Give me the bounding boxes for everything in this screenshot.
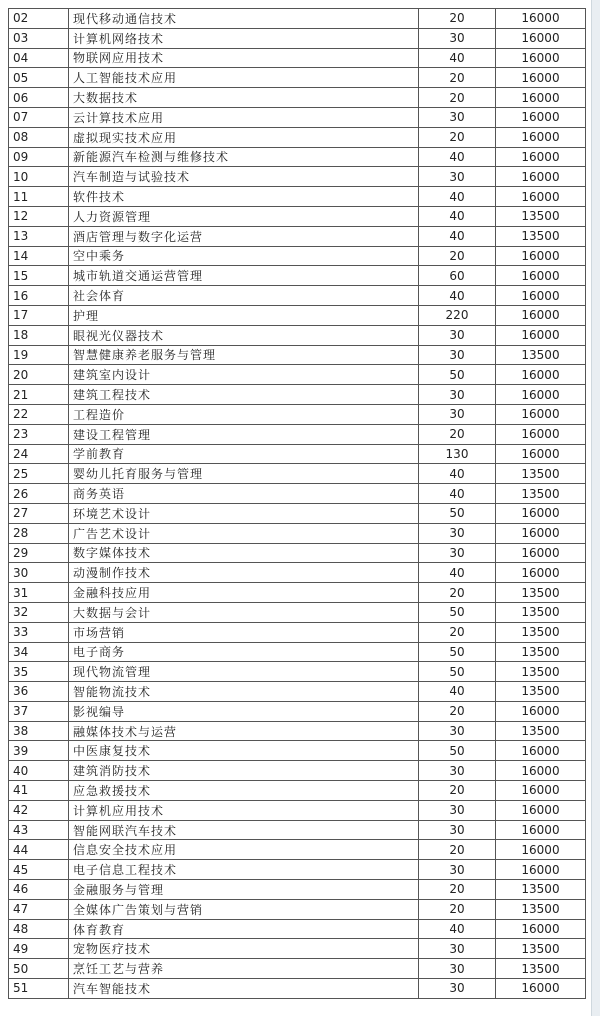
major-code-cell: 51 <box>9 979 69 999</box>
major-name-cell: 婴幼儿托育服务与管理 <box>69 464 419 484</box>
major-code-cell: 08 <box>9 127 69 147</box>
major-name-cell: 现代物流管理 <box>69 662 419 682</box>
table-row <box>9 484 586 504</box>
plan-count-cell: 40 <box>419 286 496 306</box>
major-name-cell: 建筑工程技术 <box>69 385 419 405</box>
tuition-fee-cell: 16000 <box>496 424 586 444</box>
table-row <box>9 246 586 266</box>
major-name-cell: 汽车智能技术 <box>69 979 419 999</box>
tuition-fee-cell: 16000 <box>496 88 586 108</box>
plan-count-cell: 60 <box>419 266 496 286</box>
tuition-fee-cell: 16000 <box>496 325 586 345</box>
plan-count-cell: 30 <box>419 800 496 820</box>
tuition-fee-cell: 16000 <box>496 286 586 306</box>
tuition-fee-cell: 16000 <box>496 979 586 999</box>
table-row <box>9 583 586 603</box>
major-code-cell: 02 <box>9 9 69 29</box>
table-row <box>9 959 586 979</box>
major-code-cell: 29 <box>9 543 69 563</box>
table-row <box>9 464 586 484</box>
major-code-cell: 30 <box>9 563 69 583</box>
table-row <box>9 721 586 741</box>
major-name-cell: 眼视光仪器技术 <box>69 325 419 345</box>
major-name-cell: 汽车制造与试验技术 <box>69 167 419 187</box>
tuition-fee-cell: 16000 <box>496 68 586 88</box>
plan-count-cell: 30 <box>419 979 496 999</box>
plan-count-cell: 30 <box>419 543 496 563</box>
tuition-fee-cell: 13500 <box>496 682 586 702</box>
major-code-cell: 16 <box>9 286 69 306</box>
tuition-fee-cell: 13500 <box>496 464 586 484</box>
major-name-cell: 工程造价 <box>69 404 419 424</box>
major-name-cell: 软件技术 <box>69 187 419 207</box>
table-row <box>9 167 586 187</box>
table-row <box>9 523 586 543</box>
major-code-cell: 12 <box>9 206 69 226</box>
major-code-cell: 50 <box>9 959 69 979</box>
major-code-cell: 38 <box>9 721 69 741</box>
tuition-fee-cell: 16000 <box>496 701 586 721</box>
table-row <box>9 563 586 583</box>
major-code-cell: 17 <box>9 305 69 325</box>
major-code-cell: 31 <box>9 583 69 603</box>
table-row <box>9 325 586 345</box>
plan-count-cell: 30 <box>419 820 496 840</box>
table-row <box>9 860 586 880</box>
major-code-cell: 41 <box>9 781 69 801</box>
major-name-cell: 金融科技应用 <box>69 583 419 603</box>
major-name-cell: 大数据与会计 <box>69 602 419 622</box>
plan-count-cell: 20 <box>419 424 496 444</box>
major-name-cell: 现代移动通信技术 <box>69 9 419 29</box>
major-code-cell: 14 <box>9 246 69 266</box>
tuition-fee-cell: 16000 <box>496 543 586 563</box>
plan-count-cell: 40 <box>419 226 496 246</box>
plan-count-cell: 30 <box>419 167 496 187</box>
table-row <box>9 9 586 29</box>
plan-count-cell: 20 <box>419 880 496 900</box>
major-name-cell: 护理 <box>69 305 419 325</box>
major-code-cell: 03 <box>9 28 69 48</box>
plan-count-cell: 30 <box>419 345 496 365</box>
tuition-fee-cell: 16000 <box>496 444 586 464</box>
major-code-cell: 47 <box>9 899 69 919</box>
plan-count-cell: 20 <box>419 9 496 29</box>
tuition-fee-cell: 16000 <box>496 9 586 29</box>
major-code-cell: 43 <box>9 820 69 840</box>
table-row <box>9 206 586 226</box>
table-row <box>9 68 586 88</box>
major-name-cell: 建设工程管理 <box>69 424 419 444</box>
plan-count-cell: 30 <box>419 404 496 424</box>
tuition-fee-cell: 13500 <box>496 899 586 919</box>
major-code-cell: 46 <box>9 880 69 900</box>
tuition-fee-cell: 16000 <box>496 48 586 68</box>
plan-count-cell: 40 <box>419 563 496 583</box>
major-code-cell: 19 <box>9 345 69 365</box>
major-name-cell: 社会体育 <box>69 286 419 306</box>
plan-count-cell: 20 <box>419 781 496 801</box>
major-name-cell: 电子商务 <box>69 642 419 662</box>
tuition-fee-cell: 13500 <box>496 959 586 979</box>
table-row <box>9 305 586 325</box>
plan-count-cell: 30 <box>419 325 496 345</box>
tuition-fee-cell: 16000 <box>496 761 586 781</box>
table-row <box>9 682 586 702</box>
tuition-fee-cell: 13500 <box>496 206 586 226</box>
major-code-cell: 32 <box>9 602 69 622</box>
major-code-cell: 13 <box>9 226 69 246</box>
major-name-cell: 宠物医疗技术 <box>69 939 419 959</box>
plan-count-cell: 130 <box>419 444 496 464</box>
major-name-cell: 人工智能技术应用 <box>69 68 419 88</box>
plan-count-cell: 40 <box>419 187 496 207</box>
major-name-cell: 应急救援技术 <box>69 781 419 801</box>
major-name-cell: 全媒体广告策划与营销 <box>69 899 419 919</box>
table-row <box>9 741 586 761</box>
plan-count-cell: 40 <box>419 484 496 504</box>
tuition-fee-cell: 16000 <box>496 840 586 860</box>
tuition-fee-cell: 13500 <box>496 602 586 622</box>
tuition-fee-cell: 16000 <box>496 741 586 761</box>
table-row <box>9 820 586 840</box>
major-name-cell: 智慧健康养老服务与管理 <box>69 345 419 365</box>
tuition-fee-cell: 16000 <box>496 800 586 820</box>
major-code-cell: 04 <box>9 48 69 68</box>
major-code-cell: 07 <box>9 107 69 127</box>
major-code-cell: 49 <box>9 939 69 959</box>
table-row <box>9 48 586 68</box>
table-row <box>9 880 586 900</box>
major-name-cell: 云计算技术应用 <box>69 107 419 127</box>
major-code-cell: 35 <box>9 662 69 682</box>
plan-count-cell: 50 <box>419 662 496 682</box>
table-row <box>9 662 586 682</box>
table-row <box>9 404 586 424</box>
table-body <box>9 9 586 999</box>
table-row <box>9 919 586 939</box>
plan-count-cell: 40 <box>419 147 496 167</box>
table-row <box>9 147 586 167</box>
table-row <box>9 761 586 781</box>
major-name-cell: 数字媒体技术 <box>69 543 419 563</box>
table-row <box>9 543 586 563</box>
plan-count-cell: 40 <box>419 464 496 484</box>
tuition-fee-cell: 16000 <box>496 860 586 880</box>
major-name-cell: 智能物流技术 <box>69 682 419 702</box>
major-code-cell: 39 <box>9 741 69 761</box>
plan-count-cell: 40 <box>419 682 496 702</box>
major-code-cell: 26 <box>9 484 69 504</box>
table-row <box>9 286 586 306</box>
tuition-fee-cell: 13500 <box>496 642 586 662</box>
major-code-cell: 21 <box>9 385 69 405</box>
table-row <box>9 88 586 108</box>
table-row <box>9 979 586 999</box>
major-name-cell: 城市轨道交通运营管理 <box>69 266 419 286</box>
major-name-cell: 建筑消防技术 <box>69 761 419 781</box>
plan-count-cell: 30 <box>419 523 496 543</box>
major-code-cell: 22 <box>9 404 69 424</box>
tuition-fee-cell: 16000 <box>496 147 586 167</box>
major-name-cell: 建筑室内设计 <box>69 365 419 385</box>
major-name-cell: 体育教育 <box>69 919 419 939</box>
table-row <box>9 939 586 959</box>
table-row <box>9 701 586 721</box>
major-name-cell: 市场营销 <box>69 622 419 642</box>
table-row <box>9 642 586 662</box>
plan-count-cell: 30 <box>419 860 496 880</box>
tuition-fee-cell: 16000 <box>496 919 586 939</box>
plan-count-cell: 50 <box>419 503 496 523</box>
major-name-cell: 学前教育 <box>69 444 419 464</box>
major-code-cell: 28 <box>9 523 69 543</box>
plan-count-cell: 50 <box>419 602 496 622</box>
tuition-fee-cell: 13500 <box>496 226 586 246</box>
tuition-fee-cell: 16000 <box>496 167 586 187</box>
major-name-cell: 计算机网络技术 <box>69 28 419 48</box>
plan-count-cell: 220 <box>419 305 496 325</box>
tuition-fee-cell: 16000 <box>496 385 586 405</box>
tuition-fee-cell: 13500 <box>496 583 586 603</box>
major-name-cell: 智能网联汽车技术 <box>69 820 419 840</box>
major-name-cell: 大数据技术 <box>69 88 419 108</box>
table-row <box>9 345 586 365</box>
plan-count-cell: 20 <box>419 127 496 147</box>
table-row <box>9 622 586 642</box>
major-name-cell: 新能源汽车检测与维修技术 <box>69 147 419 167</box>
tuition-fee-cell: 16000 <box>496 127 586 147</box>
plan-count-cell: 40 <box>419 48 496 68</box>
major-name-cell: 酒店管理与数字化运营 <box>69 226 419 246</box>
tuition-fee-cell: 16000 <box>496 187 586 207</box>
plan-count-cell: 20 <box>419 701 496 721</box>
major-code-cell: 23 <box>9 424 69 444</box>
major-name-cell: 计算机应用技术 <box>69 800 419 820</box>
tuition-fee-cell: 16000 <box>496 523 586 543</box>
tuition-fee-cell: 16000 <box>496 28 586 48</box>
plan-count-cell: 30 <box>419 721 496 741</box>
major-name-cell: 信息安全技术应用 <box>69 840 419 860</box>
major-code-cell: 45 <box>9 860 69 880</box>
tuition-fee-cell: 13500 <box>496 484 586 504</box>
major-name-cell: 烹饪工艺与营养 <box>69 959 419 979</box>
plan-count-cell: 30 <box>419 959 496 979</box>
tuition-fee-cell: 13500 <box>496 880 586 900</box>
plan-count-cell: 20 <box>419 246 496 266</box>
plan-count-cell: 20 <box>419 68 496 88</box>
major-name-cell: 虚拟现实技术应用 <box>69 127 419 147</box>
major-code-cell: 20 <box>9 365 69 385</box>
tuition-fee-cell: 13500 <box>496 662 586 682</box>
tuition-fee-cell: 13500 <box>496 622 586 642</box>
major-code-cell: 27 <box>9 503 69 523</box>
table-row <box>9 365 586 385</box>
plan-count-cell: 30 <box>419 939 496 959</box>
major-name-cell: 中医康复技术 <box>69 741 419 761</box>
major-name-cell: 动漫制作技术 <box>69 563 419 583</box>
table-row <box>9 187 586 207</box>
major-name-cell: 人力资源管理 <box>69 206 419 226</box>
table-row <box>9 28 586 48</box>
table-row <box>9 226 586 246</box>
plan-count-cell: 50 <box>419 642 496 662</box>
table-row <box>9 840 586 860</box>
table-row <box>9 602 586 622</box>
plan-count-cell: 30 <box>419 385 496 405</box>
tuition-fee-cell: 13500 <box>496 939 586 959</box>
plan-count-cell: 40 <box>419 206 496 226</box>
tuition-fee-cell: 16000 <box>496 404 586 424</box>
table-row <box>9 385 586 405</box>
major-code-cell: 34 <box>9 642 69 662</box>
tuition-fee-cell: 13500 <box>496 345 586 365</box>
plan-count-cell: 20 <box>419 840 496 860</box>
enrollment-table <box>8 8 586 999</box>
major-code-cell: 24 <box>9 444 69 464</box>
major-name-cell: 融媒体技术与运营 <box>69 721 419 741</box>
tuition-fee-cell: 16000 <box>496 266 586 286</box>
major-code-cell: 37 <box>9 701 69 721</box>
tuition-fee-cell: 16000 <box>496 365 586 385</box>
major-name-cell: 环境艺术设计 <box>69 503 419 523</box>
major-code-cell: 44 <box>9 840 69 860</box>
major-name-cell: 金融服务与管理 <box>69 880 419 900</box>
major-code-cell: 10 <box>9 167 69 187</box>
major-name-cell: 物联网应用技术 <box>69 48 419 68</box>
major-name-cell: 广告艺术设计 <box>69 523 419 543</box>
tuition-fee-cell: 16000 <box>496 820 586 840</box>
table-row <box>9 107 586 127</box>
tuition-fee-cell: 16000 <box>496 781 586 801</box>
major-name-cell: 影视编导 <box>69 701 419 721</box>
tuition-fee-cell: 16000 <box>496 107 586 127</box>
major-name-cell: 空中乘务 <box>69 246 419 266</box>
tuition-fee-cell: 13500 <box>496 721 586 741</box>
tuition-fee-cell: 16000 <box>496 503 586 523</box>
plan-count-cell: 50 <box>419 741 496 761</box>
tuition-fee-cell: 16000 <box>496 246 586 266</box>
major-code-cell: 15 <box>9 266 69 286</box>
major-code-cell: 40 <box>9 761 69 781</box>
plan-count-cell: 20 <box>419 899 496 919</box>
table-row <box>9 800 586 820</box>
plan-count-cell: 30 <box>419 761 496 781</box>
plan-count-cell: 20 <box>419 583 496 603</box>
table-row <box>9 781 586 801</box>
major-code-cell: 05 <box>9 68 69 88</box>
major-code-cell: 06 <box>9 88 69 108</box>
table-row <box>9 266 586 286</box>
tuition-fee-cell: 16000 <box>496 563 586 583</box>
scrollbar-track[interactable] <box>591 0 600 1016</box>
tuition-fee-cell: 16000 <box>496 305 586 325</box>
major-code-cell: 09 <box>9 147 69 167</box>
major-name-cell: 电子信息工程技术 <box>69 860 419 880</box>
table-row <box>9 424 586 444</box>
plan-count-cell: 50 <box>419 365 496 385</box>
table-row <box>9 127 586 147</box>
major-code-cell: 18 <box>9 325 69 345</box>
table-row <box>9 503 586 523</box>
table-row <box>9 899 586 919</box>
major-code-cell: 11 <box>9 187 69 207</box>
table-row <box>9 444 586 464</box>
plan-count-cell: 30 <box>419 28 496 48</box>
plan-count-cell: 20 <box>419 622 496 642</box>
major-name-cell: 商务英语 <box>69 484 419 504</box>
major-code-cell: 36 <box>9 682 69 702</box>
major-code-cell: 42 <box>9 800 69 820</box>
major-code-cell: 25 <box>9 464 69 484</box>
plan-count-cell: 30 <box>419 107 496 127</box>
major-code-cell: 33 <box>9 622 69 642</box>
plan-count-cell: 20 <box>419 88 496 108</box>
plan-count-cell: 40 <box>419 919 496 939</box>
major-code-cell: 48 <box>9 919 69 939</box>
